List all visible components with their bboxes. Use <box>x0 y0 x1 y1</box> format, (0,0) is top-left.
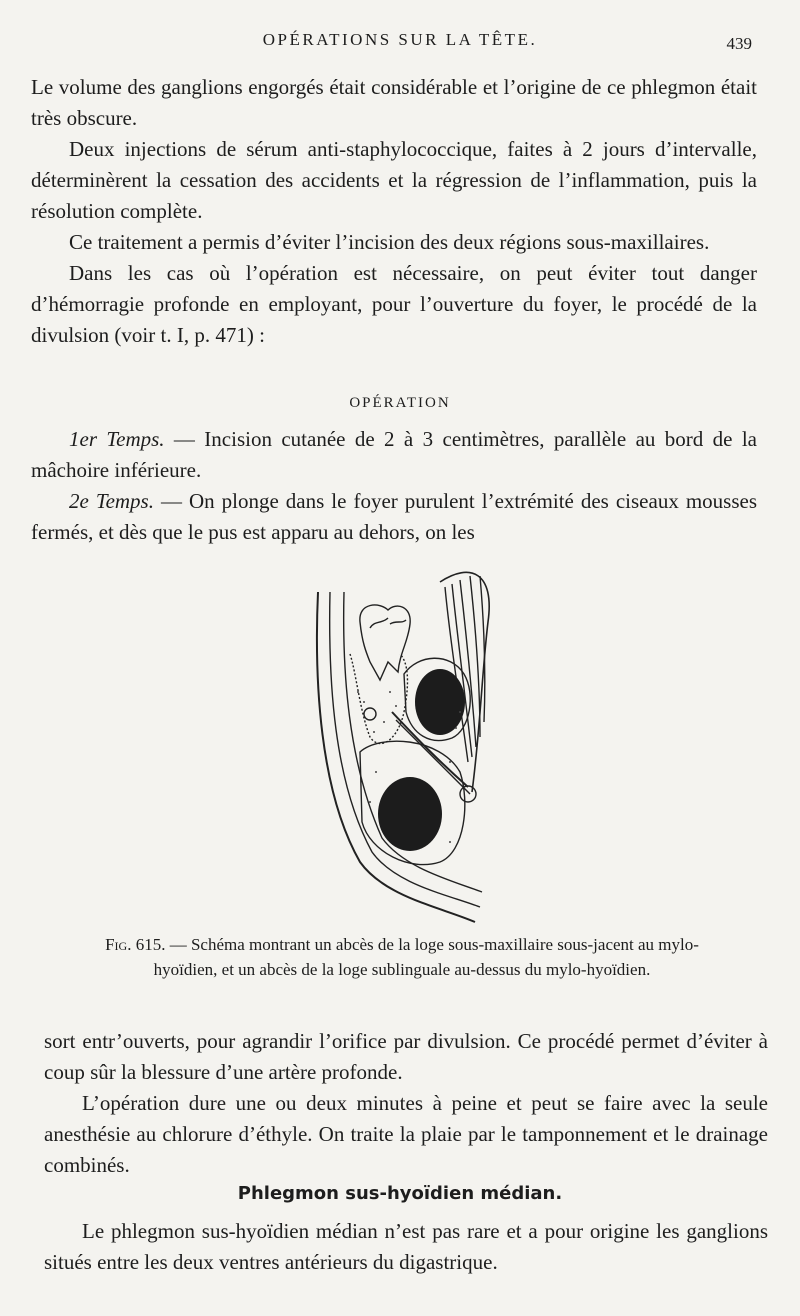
paragraph-3: Ce traitement a permis d’éviter l’incision des deux régions sous-maxillaires. <box>69 230 710 254</box>
operation-steps <box>31 424 757 548</box>
paragraph-6: L’opération dure une ou deux minutes à peine et peut se faire avec la seule anesthésie au chlorure d’éthyle. On traite la plaie par le tamponnement et le drainage combinés. <box>44 1091 768 1177</box>
body-text-bottom <box>44 1026 768 1181</box>
step-2-label: 2e Temps. <box>69 489 154 513</box>
step-2-text: — On plonge dans le foyer purulent l’extrémité des ciseaux mousses fermés, et dès que le pus est apparu au dehors, on les <box>31 489 757 544</box>
step-1 <box>31 424 757 486</box>
step-1-label: 1er Temps. <box>69 427 165 451</box>
paragraph-1: Le volume des ganglions engorgés était considérable et l’origine de ce phlegmon était très obscure. <box>31 75 757 130</box>
paragraph-4: Dans les cas où l’opération est nécessaire, on peut éviter tout danger d’hémorragie profonde en employant, pour l’ouverture du foyer, le procédé de la divulsion (voir t. I, p. 471) : <box>31 261 757 347</box>
paragraph-5: sort entr’ouverts, pour agrandir l’orifice par divulsion. Ce procédé permet d’éviter à coup sûr la blessure d’une artère profonde. <box>44 1029 768 1084</box>
section-body <box>44 1216 768 1278</box>
operation-heading: OPÉRATION <box>349 395 451 411</box>
anatomical-figure <box>300 562 510 927</box>
section-heading: Phlegmon sus-hyoïdien médian. <box>237 1183 563 1204</box>
figure-label: Fig. 615. <box>105 935 166 954</box>
figure-caption <box>100 932 704 982</box>
step-2 <box>31 486 757 548</box>
paragraph-7: Le phlegmon sus-hyoïdien médian n’est pas rare et a pour origine les ganglions situés entre les deux ventres antérieurs du digastrique. <box>44 1219 768 1274</box>
running-title: OPÉRATIONS SUR LA TÊTE. <box>262 30 538 49</box>
figure-caption-text: — Schéma montrant un abcès de la loge sous-maxillaire sous-jacent au mylo-hyoïdien, et un abcès de la loge sublinguale au-dessus du mylo-hyoïdien. <box>153 935 699 979</box>
step-1-text: — Incision cutanée de 2 à 3 centimètres, parallèle au bord de la mâchoire inférieure. <box>31 427 758 482</box>
page-number: 439 <box>726 34 752 53</box>
paragraph-2: Deux injections de sérum anti-staphylococcique, faites à 2 jours d’intervalle, déterminèrent la cessation des accidents et la régression de l’inflammation, puis la résolution complète. <box>31 137 757 223</box>
body-text-top <box>31 72 757 351</box>
